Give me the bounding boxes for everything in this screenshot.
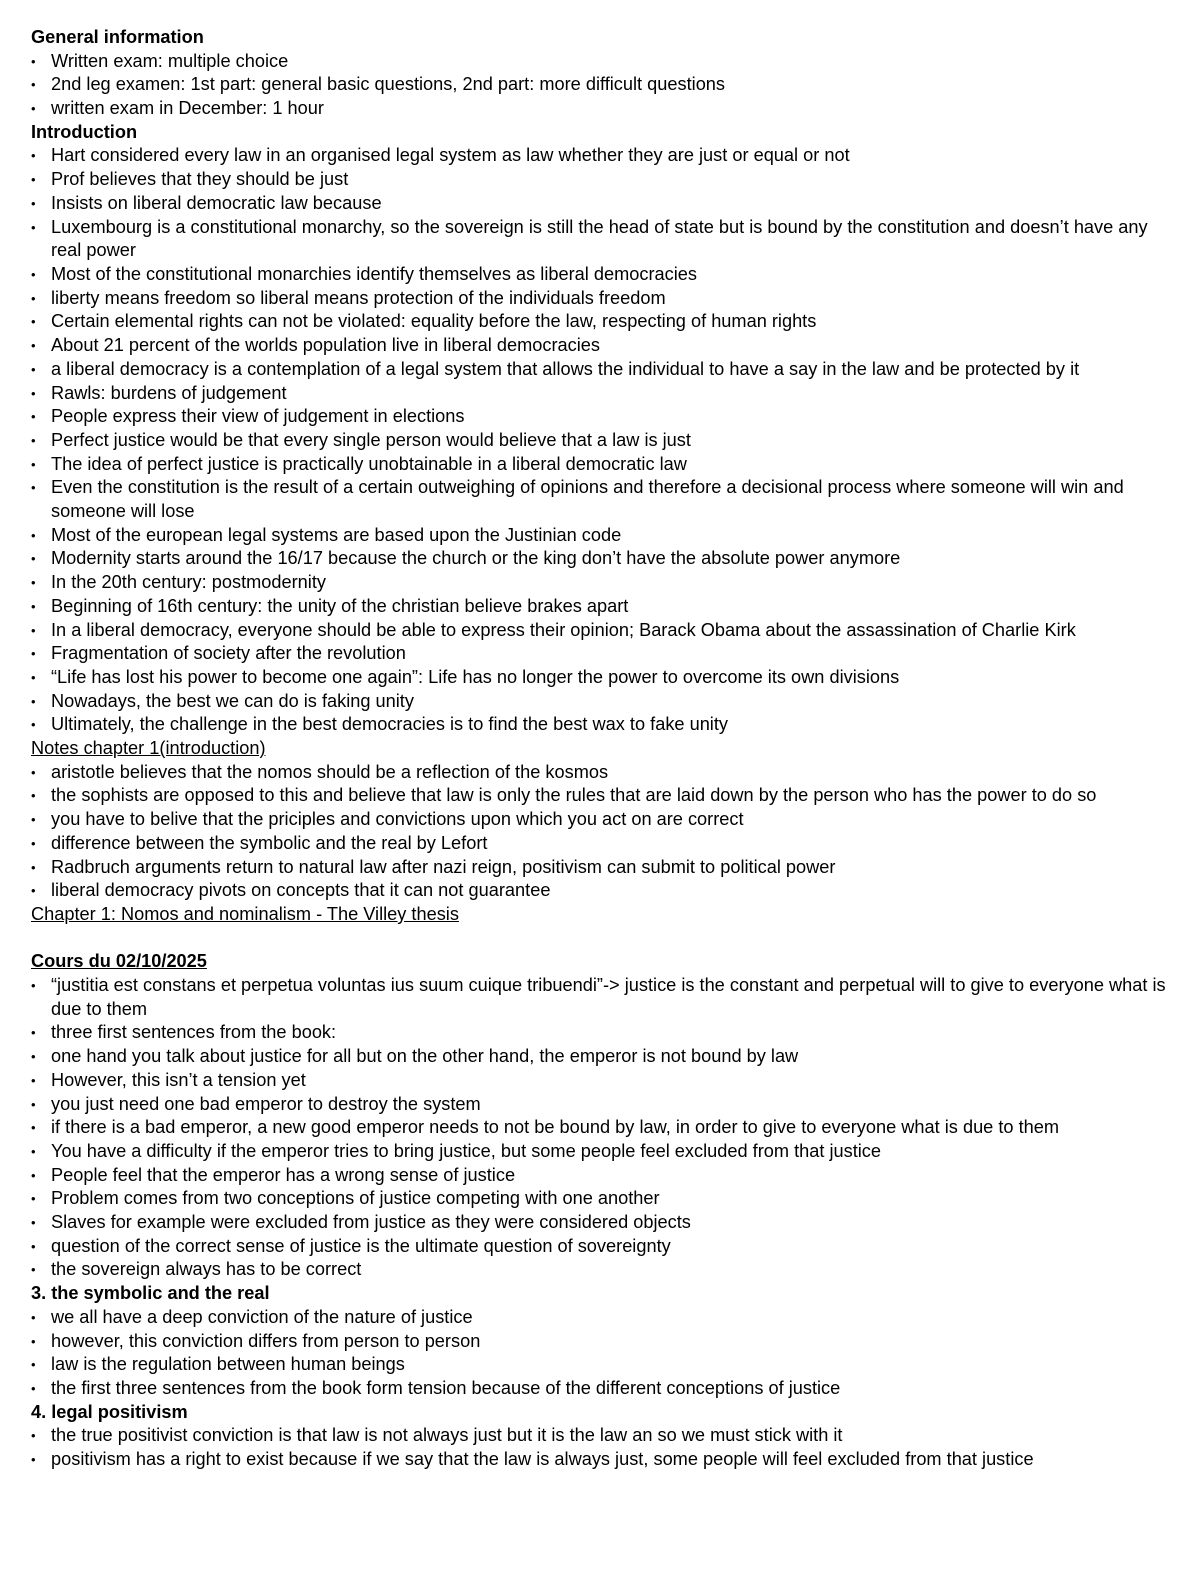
list-item: • written exam in December: 1 hour (31, 97, 1171, 121)
list-item: • Fragmentation of society after the revolution (31, 642, 1171, 666)
list-item: • “justitia est constans et perpetua voluntas ius suum cuique tribuendi”-> justice is the constant and perpetual will to give to everyone what is due to them (31, 974, 1171, 1021)
list-item: • The idea of perfect justice is practically unobtainable in a liberal democratic law (31, 453, 1171, 477)
list-item: • however, this conviction differs from person to person (31, 1330, 1171, 1354)
list-item: • Luxembourg is a constitutional monarchy, so the sovereign is still the head of state but is bound by the constitution and doesn’t have any real power (31, 216, 1171, 263)
section-heading-general-information: General information (31, 27, 204, 47)
list-item: • a liberal democracy is a contemplation of a legal system that allows the individual to have a say in the law and be protected by it (31, 358, 1171, 382)
list-item: • liberal democracy pivots on concepts that it can not guarantee (31, 879, 1171, 903)
list-item: • However, this isn’t a tension yet (31, 1069, 1171, 1093)
list-item: • About 21 percent of the worlds population live in liberal democracies (31, 334, 1171, 358)
list-item: • Certain elemental rights can not be violated: equality before the law, respecting of human rights (31, 310, 1171, 334)
bullet-list-cours-du (31, 974, 1171, 1282)
list-item: • 2nd leg examen: 1st part: general basic questions, 2nd part: more difficult questions (31, 73, 1171, 97)
list-item: • Perfect justice would be that every single person would believe that a law is just (31, 429, 1171, 453)
list-item: • positivism has a right to exist because if we say that the law is always just, some people will feel excluded from that justice (31, 1448, 1171, 1472)
list-item: • Rawls: burdens of judgement (31, 382, 1171, 406)
list-item: • if there is a bad emperor, a new good emperor needs to not be bound by law, in order to give to everyone what is due to them (31, 1116, 1171, 1140)
list-item: • Problem comes from two conceptions of justice competing with one another (31, 1187, 1171, 1211)
section-heading-chapter-1-nomos: Chapter 1: Nomos and nominalism - The Villey thesis (31, 903, 459, 924)
list-item: • Nowadays, the best we can do is faking unity (31, 690, 1171, 714)
list-item: • aristotle believes that the nomos should be a reflection of the kosmos (31, 761, 1171, 785)
list-item: • People feel that the emperor has a wrong sense of justice (31, 1164, 1171, 1188)
list-item: • Ultimately, the challenge in the best democracies is to find the best wax to fake unity (31, 713, 1171, 737)
list-item: • People express their view of judgement in elections (31, 405, 1171, 429)
bullet-list-symbolic-and-real (31, 1306, 1171, 1401)
list-item: • Written exam: multiple choice (31, 50, 1171, 74)
list-item: • Radbruch arguments return to natural law after nazi reign, positivism can submit to political power (31, 856, 1171, 880)
list-item: • three first sentences from the book: (31, 1021, 1171, 1045)
list-item: • law is the regulation between human beings (31, 1353, 1171, 1377)
document-page (31, 26, 1171, 1472)
list-item: • we all have a deep conviction of the nature of justice (31, 1306, 1171, 1330)
section-heading-legal-positivism: 4. legal positivism (31, 1401, 188, 1422)
list-item: • the true positivist conviction is that law is not always just but it is the law an so we must stick with it (31, 1424, 1171, 1448)
list-item: • You have a difficulty if the emperor tries to bring justice, but some people feel excluded from that justice (31, 1140, 1171, 1164)
bullet-list-notes-chapter-1 (31, 761, 1171, 903)
list-item: • the sophists are opposed to this and believe that law is only the rules that are laid down by the person who has the power to do so (31, 784, 1171, 808)
list-item: • Hart considered every law in an organised legal system as law whether they are just or equal or not (31, 144, 1171, 168)
list-item: • question of the correct sense of justice is the ultimate question of sovereignty (31, 1235, 1171, 1259)
list-item: • Prof believes that they should be just (31, 168, 1171, 192)
list-item: • difference between the symbolic and the real by Lefort (31, 832, 1171, 856)
list-item: • the first three sentences from the book form tension because of the different conceptions of justice (31, 1377, 1171, 1401)
list-item: • “Life has lost his power to become one again”: Life has no longer the power to overcome its own divisions (31, 666, 1171, 690)
bullet-list-legal-positivism (31, 1424, 1171, 1471)
list-item: • Most of the constitutional monarchies identify themselves as liberal democracies (31, 263, 1171, 287)
list-item: • the sovereign always has to be correct (31, 1258, 1171, 1282)
list-item: • you have to belive that the priciples and convictions upon which you act on are correct (31, 808, 1171, 832)
section-heading-cours-du: Cours du 02/10/2025 (31, 951, 207, 972)
list-item: • Modernity starts around the 16/17 because the church or the king don’t have the absolute power anymore (31, 547, 1171, 571)
section-heading-introduction: Introduction (31, 121, 138, 142)
list-item: • Insists on liberal democratic law because (31, 192, 1171, 216)
blank-line (31, 927, 1171, 951)
list-item: • Most of the european legal systems are based upon the Justinian code (31, 524, 1171, 548)
list-item: • you just need one bad emperor to destroy the system (31, 1093, 1171, 1117)
list-item: • In the 20th century: postmodernity (31, 571, 1171, 595)
list-item: • In a liberal democracy, everyone should be able to express their opinion; Barack Obama about the assassination of Charlie Kirk (31, 619, 1171, 643)
list-item: • one hand you talk about justice for all but on the other hand, the emperor is not bound by law (31, 1045, 1171, 1069)
bullet-list-introduction (31, 144, 1171, 737)
list-item: • Slaves for example were excluded from justice as they were considered objects (31, 1211, 1171, 1235)
list-item: • liberty means freedom so liberal means protection of the individuals freedom (31, 287, 1171, 311)
list-item: • Even the constitution is the result of a certain outweighing of opinions and therefore a decisional process where someone will win and someone will lose (31, 476, 1171, 523)
section-heading-symbolic-and-real: 3. the symbolic and the real (31, 1283, 270, 1304)
section-heading-notes-chapter-1: Notes chapter 1(introduction) (31, 738, 266, 759)
bullet-list-general-information (31, 50, 1171, 121)
list-item: • Beginning of 16th century: the unity of the christian believe brakes apart (31, 595, 1171, 619)
